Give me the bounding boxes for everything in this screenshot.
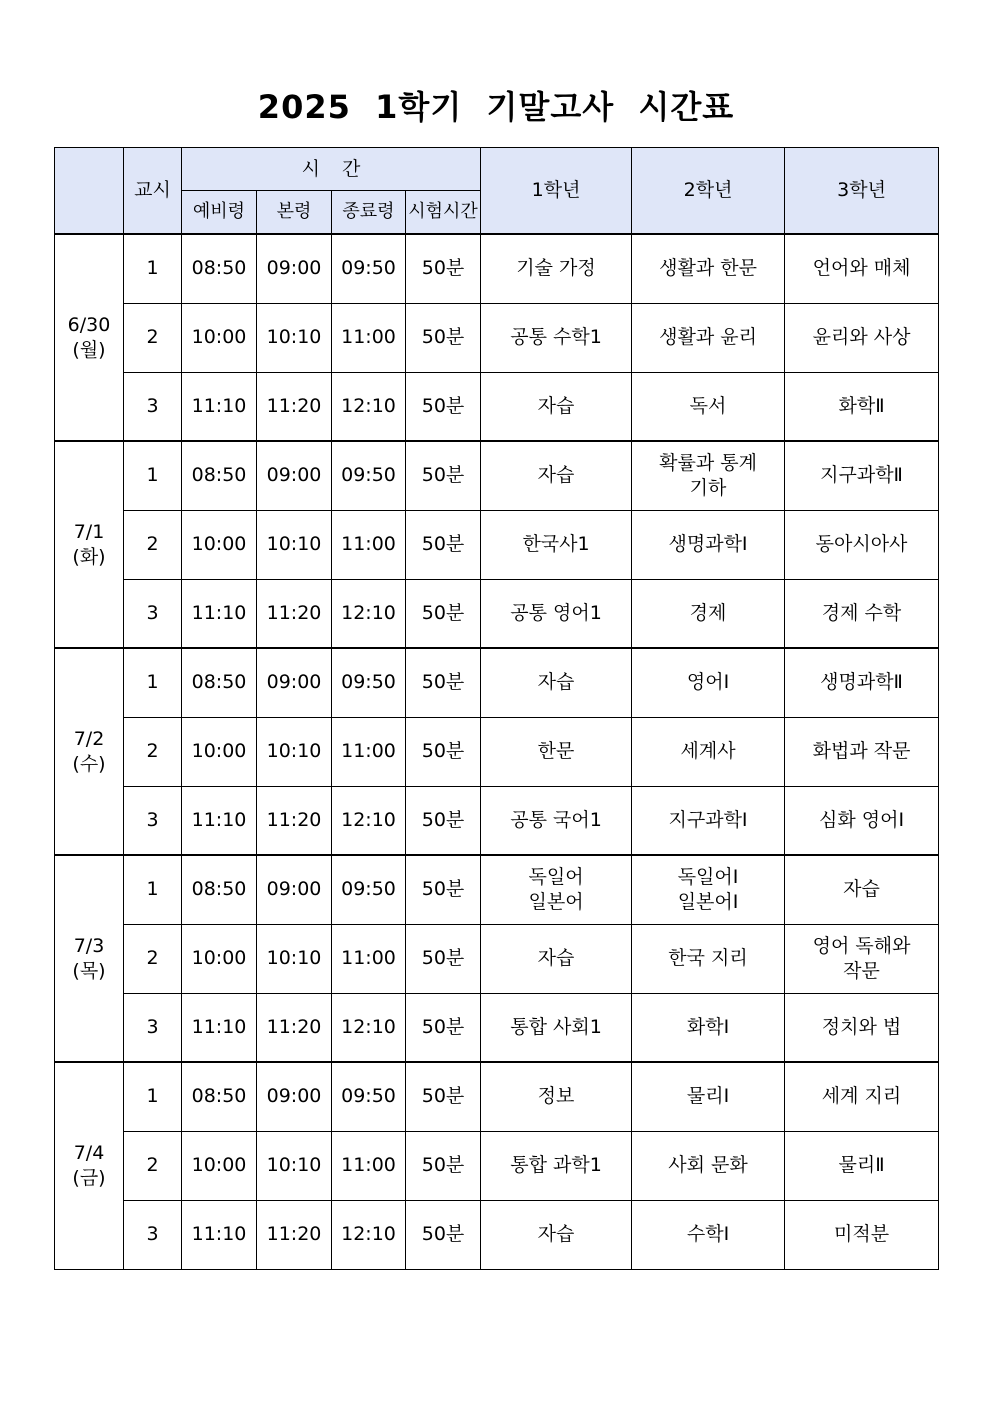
grade1-subject-cell: 기술 가정 xyxy=(481,234,632,303)
grade3-subject-cell: 윤리와 사상 xyxy=(785,303,939,372)
grade3-subject-cell: 동아시아사 xyxy=(785,510,939,579)
duration-cell: 50분 xyxy=(406,303,481,372)
duration-cell: 50분 xyxy=(406,579,481,648)
end-bell-cell: 11:00 xyxy=(332,717,406,786)
table-row xyxy=(55,924,939,993)
exam-timetable xyxy=(54,147,939,1270)
page-title: 2025 1학기 기말고사 시간표 xyxy=(257,88,735,126)
prep-bell-cell: 08:50 xyxy=(182,855,257,924)
grade2-subject-cell: 경제 xyxy=(632,579,785,648)
grade2-subject-cell: 영어Ⅰ xyxy=(632,648,785,717)
table-row xyxy=(55,993,939,1062)
grade1-subject-cell: 정보 xyxy=(481,1062,632,1131)
header-grade-1: 1학년 xyxy=(481,148,632,235)
header-period: 교시 xyxy=(124,148,182,235)
grade2-subject-cell: 물리Ⅰ xyxy=(632,1062,785,1131)
duration-cell: 50분 xyxy=(406,1062,481,1131)
table-row xyxy=(55,717,939,786)
prep-bell-cell: 10:00 xyxy=(182,303,257,372)
end-bell-cell: 09:50 xyxy=(332,441,406,510)
end-bell-cell: 11:00 xyxy=(332,303,406,372)
grade3-subject-cell: 화학Ⅱ xyxy=(785,372,939,441)
start-bell-cell: 09:00 xyxy=(257,1062,332,1131)
start-bell-cell: 11:20 xyxy=(257,993,332,1062)
day-weekday: (금) xyxy=(72,1166,106,1189)
period-cell: 1 xyxy=(124,1062,182,1131)
grade2-subject-cell: 독일어Ⅰ 일본어Ⅰ xyxy=(632,855,785,924)
table-row xyxy=(55,579,939,648)
grade3-subject-cell: 세계 지리 xyxy=(785,1062,939,1131)
start-bell-cell: 11:20 xyxy=(257,579,332,648)
grade2-subject-cell: 생활과 윤리 xyxy=(632,303,785,372)
end-bell-cell: 09:50 xyxy=(332,1062,406,1131)
grade3-subject-cell: 생명과학Ⅱ xyxy=(785,648,939,717)
prep-bell-cell: 08:50 xyxy=(182,1062,257,1131)
prep-bell-cell: 08:50 xyxy=(182,648,257,717)
table-row xyxy=(55,372,939,441)
end-bell-cell: 11:00 xyxy=(332,510,406,579)
grade1-subject-cell: 자습 xyxy=(481,924,632,993)
table-row xyxy=(55,1200,939,1269)
prep-bell-cell: 11:10 xyxy=(182,786,257,855)
day-cell xyxy=(55,648,124,855)
period-cell: 3 xyxy=(124,993,182,1062)
duration-cell: 50분 xyxy=(406,510,481,579)
duration-cell: 50분 xyxy=(406,372,481,441)
prep-bell-cell: 11:10 xyxy=(182,372,257,441)
day-weekday: (수) xyxy=(72,752,106,775)
day-weekday: (월) xyxy=(72,338,106,361)
period-cell: 2 xyxy=(124,924,182,993)
header-grade-2: 2학년 xyxy=(632,148,785,235)
grade3-subject-cell: 언어와 매체 xyxy=(785,234,939,303)
end-bell-cell: 11:00 xyxy=(332,1131,406,1200)
period-cell: 1 xyxy=(124,855,182,924)
grade2-subject-cell: 확률과 통계 기하 xyxy=(632,441,785,510)
end-bell-cell: 11:00 xyxy=(332,924,406,993)
duration-cell: 50분 xyxy=(406,924,481,993)
start-bell-cell: 10:10 xyxy=(257,510,332,579)
grade1-subject-cell: 통합 사회1 xyxy=(481,993,632,1062)
table-row xyxy=(55,648,939,717)
grade3-subject-cell: 경제 수학 xyxy=(785,579,939,648)
start-bell-cell: 10:10 xyxy=(257,924,332,993)
timetable-body xyxy=(55,234,939,1269)
header-prep-bell: 예비령 xyxy=(182,191,257,235)
end-bell-cell: 09:50 xyxy=(332,648,406,717)
grade1-subject-cell: 공통 영어1 xyxy=(481,579,632,648)
duration-cell: 50분 xyxy=(406,855,481,924)
start-bell-cell: 10:10 xyxy=(257,303,332,372)
prep-bell-cell: 10:00 xyxy=(182,924,257,993)
duration-cell: 50분 xyxy=(406,717,481,786)
grade3-subject-cell: 미적분 xyxy=(785,1200,939,1269)
grade2-subject-cell: 한국 지리 xyxy=(632,924,785,993)
header-duration: 시험시간 xyxy=(406,191,481,235)
grade3-subject-cell: 심화 영어Ⅰ xyxy=(785,786,939,855)
grade1-subject-cell: 자습 xyxy=(481,441,632,510)
duration-cell: 50분 xyxy=(406,441,481,510)
grade1-subject-cell: 자습 xyxy=(481,648,632,717)
period-cell: 2 xyxy=(124,1131,182,1200)
end-bell-cell: 12:10 xyxy=(332,372,406,441)
end-bell-cell: 12:10 xyxy=(332,993,406,1062)
duration-cell: 50분 xyxy=(406,234,481,303)
day-date: 6/30 xyxy=(67,313,111,336)
grade3-subject-cell: 자습 xyxy=(785,855,939,924)
duration-cell: 50분 xyxy=(406,786,481,855)
grade1-subject-cell: 한문 xyxy=(481,717,632,786)
duration-cell: 50분 xyxy=(406,993,481,1062)
start-bell-cell: 11:20 xyxy=(257,1200,332,1269)
header-start-bell: 본령 xyxy=(257,191,332,235)
period-cell: 2 xyxy=(124,303,182,372)
grade1-subject-cell: 한국사1 xyxy=(481,510,632,579)
period-cell: 2 xyxy=(124,717,182,786)
day-weekday: (목) xyxy=(72,959,106,982)
day-date: 7/3 xyxy=(73,934,105,957)
table-row xyxy=(55,510,939,579)
start-bell-cell: 10:10 xyxy=(257,1131,332,1200)
prep-bell-cell: 11:10 xyxy=(182,579,257,648)
grade2-subject-cell: 생명과학Ⅰ xyxy=(632,510,785,579)
start-bell-cell: 10:10 xyxy=(257,717,332,786)
day-date: 7/2 xyxy=(73,727,105,750)
prep-bell-cell: 10:00 xyxy=(182,717,257,786)
grade3-subject-cell: 지구과학Ⅱ xyxy=(785,441,939,510)
day-date: 7/1 xyxy=(73,520,105,543)
end-bell-cell: 09:50 xyxy=(332,855,406,924)
table-row xyxy=(55,303,939,372)
header-date-blank xyxy=(55,148,124,235)
prep-bell-cell: 11:10 xyxy=(182,993,257,1062)
grade1-subject-cell: 독일어 일본어 xyxy=(481,855,632,924)
grade1-subject-cell: 통합 과학1 xyxy=(481,1131,632,1200)
header-time-label: 시간 xyxy=(301,157,383,180)
prep-bell-cell: 10:00 xyxy=(182,510,257,579)
period-cell: 3 xyxy=(124,579,182,648)
grade3-subject-cell: 영어 독해와 작문 xyxy=(785,924,939,993)
prep-bell-cell: 08:50 xyxy=(182,441,257,510)
day-cell xyxy=(55,1062,124,1269)
day-cell xyxy=(55,855,124,1062)
day-cell xyxy=(55,234,124,441)
period-cell: 3 xyxy=(124,1200,182,1269)
period-cell: 2 xyxy=(124,510,182,579)
grade3-subject-cell: 화법과 작문 xyxy=(785,717,939,786)
table-row xyxy=(55,1131,939,1200)
duration-cell: 50분 xyxy=(406,648,481,717)
table-row xyxy=(55,441,939,510)
table-row xyxy=(55,786,939,855)
prep-bell-cell: 10:00 xyxy=(182,1131,257,1200)
grade1-subject-cell: 공통 국어1 xyxy=(481,786,632,855)
table-row xyxy=(55,1062,939,1131)
period-cell: 1 xyxy=(124,441,182,510)
end-bell-cell: 09:50 xyxy=(332,234,406,303)
start-bell-cell: 09:00 xyxy=(257,441,332,510)
prep-bell-cell: 11:10 xyxy=(182,1200,257,1269)
grade2-subject-cell: 지구과학Ⅰ xyxy=(632,786,785,855)
grade2-subject-cell: 생활과 한문 xyxy=(632,234,785,303)
header-grade-3: 3학년 xyxy=(785,148,939,235)
grade3-subject-cell: 정치와 법 xyxy=(785,993,939,1062)
grade1-subject-cell: 공통 수학1 xyxy=(481,303,632,372)
start-bell-cell: 09:00 xyxy=(257,648,332,717)
period-cell: 1 xyxy=(124,234,182,303)
end-bell-cell: 12:10 xyxy=(332,1200,406,1269)
start-bell-cell: 09:00 xyxy=(257,234,332,303)
table-row xyxy=(55,855,939,924)
day-weekday: (화) xyxy=(72,545,106,568)
day-cell xyxy=(55,441,124,648)
day-date: 7/4 xyxy=(73,1142,105,1165)
grade2-subject-cell: 수학Ⅰ xyxy=(632,1200,785,1269)
header-end-bell: 종료령 xyxy=(332,191,406,235)
end-bell-cell: 12:10 xyxy=(332,786,406,855)
header-time-group xyxy=(182,148,481,191)
grade2-subject-cell: 세계사 xyxy=(632,717,785,786)
grade2-subject-cell: 사회 문화 xyxy=(632,1131,785,1200)
start-bell-cell: 09:00 xyxy=(257,855,332,924)
grade1-subject-cell: 자습 xyxy=(481,1200,632,1269)
period-cell: 1 xyxy=(124,648,182,717)
end-bell-cell: 12:10 xyxy=(332,579,406,648)
grade3-subject-cell: 물리Ⅱ xyxy=(785,1131,939,1200)
start-bell-cell: 11:20 xyxy=(257,372,332,441)
period-cell: 3 xyxy=(124,372,182,441)
prep-bell-cell: 08:50 xyxy=(182,234,257,303)
duration-cell: 50분 xyxy=(406,1131,481,1200)
grade2-subject-cell: 화학Ⅰ xyxy=(632,993,785,1062)
grade2-subject-cell: 독서 xyxy=(632,372,785,441)
start-bell-cell: 11:20 xyxy=(257,786,332,855)
grade1-subject-cell: 자습 xyxy=(481,372,632,441)
duration-cell: 50분 xyxy=(406,1200,481,1269)
table-row xyxy=(55,234,939,303)
period-cell: 3 xyxy=(124,786,182,855)
